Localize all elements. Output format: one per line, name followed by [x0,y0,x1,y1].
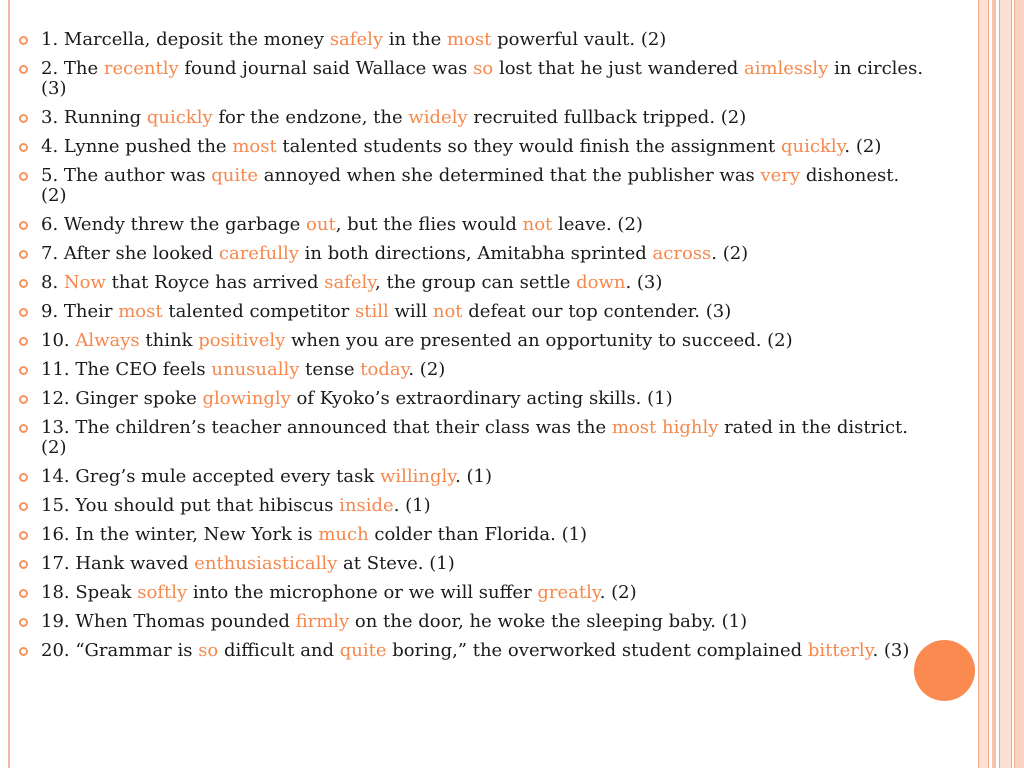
sentence-item [19,331,929,351]
bullet-icon [19,647,28,656]
highlighted-word: most [118,301,163,322]
sentence-text: 19. When Thomas pounded [41,611,296,632]
sentence-text: . (2) [711,243,749,264]
highlighted-word: most [447,29,492,50]
sentence-text: will [388,301,433,322]
sentence-item [19,244,929,264]
sentence-text: recruited fullback tripped. (2) [467,107,747,128]
sentence-text: think [139,330,199,351]
highlighted-word: safely [324,272,376,293]
sentence-item [19,166,929,206]
highlighted-word: most highly [611,417,719,438]
highlighted-word: out [306,214,336,235]
sentence-text: 6. Wendy threw the garbage [41,214,307,235]
sentence-text: 17. Hank waved [41,553,195,574]
sentence-item [19,215,929,235]
bullet-icon [19,36,28,45]
sentence-text: . (1) [393,495,431,516]
sentence-text: 9. Their [41,301,119,322]
sentence-text: . (3) [872,640,910,661]
sentence-text: 13. The children’s teacher announced that their class was the [41,417,612,438]
bullet-icon [19,337,28,346]
highlighted-word: quickly [781,136,845,157]
sentence-text: . (2) [844,136,882,157]
bullet-icon [19,221,28,230]
sentence-text: rated in the district.(2) [41,417,908,458]
right-border-stripe [1014,0,1024,768]
sentence-item [19,612,929,632]
highlighted-word: much [318,524,369,545]
highlighted-word: recently [103,58,179,79]
sentence-text: , the group can settle [375,272,577,293]
highlighted-word: positively [198,330,286,351]
sentence-text: for the endzone, the [212,107,409,128]
sentence-item [19,583,929,603]
highlighted-word: across [652,243,712,264]
bullet-icon [19,560,28,569]
highlighted-word: enthusiastically [194,553,338,574]
bullet-icon [19,308,28,317]
sentence-text: on the door, he woke the sleeping baby. (1) [349,611,748,632]
right-border-stripe [992,0,996,768]
sentence-text: 10. [41,330,76,351]
highlighted-word: today [360,359,409,380]
bullet-icon [19,424,28,433]
highlighted-word: bitterly [807,640,873,661]
highlighted-word: unusually [211,359,300,380]
highlighted-word: so [473,58,494,79]
sentence-text: . (3) [625,272,663,293]
sentence-item [19,59,929,99]
bullet-icon [19,395,28,404]
highlighted-word: greatly [537,582,600,603]
highlighted-word: aimlessly [743,58,829,79]
sentence-text: tense [299,359,361,380]
sentence-text: 7. After she looked [41,243,219,264]
bullet-icon [19,502,28,511]
highlighted-word: willingly [379,466,456,487]
sentence-text: leave. (2) [552,214,643,235]
sentence-text: 5. The author was [41,165,212,186]
sentence-text: found journal said Wallace was [178,58,474,79]
highlighted-word: very [760,165,801,186]
left-border-line [8,0,10,768]
bullet-icon [19,172,28,181]
sentence-item [19,108,929,128]
sentence-text: . (2) [408,359,446,380]
sentence-text: boring,” the overworked student complained [386,640,808,661]
highlighted-word: firmly [295,611,350,632]
sentence-text: that Royce has arrived [105,272,325,293]
sentence-list [19,30,929,670]
highlighted-word: so [198,640,219,661]
sentence-text: difficult and [218,640,340,661]
sentence-text: when you are presented an opportunity to succeed. (2) [285,330,793,351]
sentence-text: annoyed when she determined that the publisher was [258,165,761,186]
sentence-item [19,496,929,516]
highlighted-word: most [232,136,277,157]
sentence-text: defeat our top contender. (3) [462,301,732,322]
sentence-text: talented students so they would finish the assignment [276,136,782,157]
sentence-text: 8. [41,272,64,293]
sentence-text: 20. “Grammar is [41,640,199,661]
highlighted-word: widely [408,107,468,128]
sentence-text: in both directions, Amitabha sprinted [298,243,653,264]
sentence-text: talented competitor [162,301,355,322]
sentence-text: 4. Lynne pushed the [41,136,233,157]
sentence-text: 11. The CEO feels [41,359,212,380]
right-border-stripe [999,0,1012,768]
bullet-icon [19,65,28,74]
bullet-icon [19,618,28,627]
sentence-item [19,554,929,574]
sentence-text: into the microphone or we will suffer [187,582,538,603]
highlighted-word: quickly [146,107,213,128]
sentence-text: 15. You should put that hibiscus [41,495,340,516]
bullet-icon [19,114,28,123]
sentence-text: 16. In the winter, New York is [41,524,319,545]
sentence-item [19,389,929,409]
sentence-item [19,273,929,293]
sentence-item [19,137,929,157]
bullet-icon [19,366,28,375]
bullet-icon [19,589,28,598]
sentence-item [19,641,929,661]
highlighted-word: still [355,301,389,322]
sentence-text: of Kyoko’s extraordinary acting skills. (1) [290,388,673,409]
sentence-text: 2. The [41,58,104,79]
sentence-item [19,30,929,50]
highlighted-word: quite [339,640,387,661]
sentence-item [19,418,929,458]
sentence-text: 12. Ginger spoke [41,388,203,409]
highlighted-word: quite [211,165,259,186]
sentence-item [19,302,929,322]
sentence-text: in the [383,29,448,50]
sentence-text: . (1) [455,466,493,487]
bullet-icon [19,531,28,540]
highlighted-word: down [576,272,626,293]
sentence-text: powerful vault. (2) [491,29,667,50]
sentence-text: . (2) [599,582,637,603]
sentence-item [19,525,929,545]
sentence-text: dishonest. (2) [41,165,900,206]
sentence-text: at Steve. (1) [337,553,455,574]
highlighted-word: carefully [218,243,299,264]
highlighted-word: safely [329,29,384,50]
highlighted-word: Always [75,330,140,351]
right-border-stripe [978,0,989,768]
highlighted-word: glowingly [202,388,291,409]
sentence-text: lost that he just wandered [493,58,744,79]
sentence-text: in circles. (3) [41,58,924,99]
sentence-text: , but the flies would [335,214,523,235]
bullet-icon [19,250,28,259]
highlighted-word: not [522,214,553,235]
highlighted-word: Now [63,272,106,293]
highlighted-word: not [432,301,463,322]
bullet-icon [19,279,28,288]
highlighted-word: softly [137,582,188,603]
sentence-text: 14. Greg’s mule accepted every task [41,466,380,487]
bullet-icon [19,143,28,152]
sentence-text: 18. Speak [41,582,138,603]
sentence-text: 1. Marcella, deposit the money [41,29,330,50]
sentence-item [19,467,929,487]
sentence-item [19,360,929,380]
sentence-text: 3. Running [41,107,147,128]
highlighted-word: inside [339,495,394,516]
sentence-text: colder than Florida. (1) [368,524,588,545]
bullet-icon [19,473,28,482]
